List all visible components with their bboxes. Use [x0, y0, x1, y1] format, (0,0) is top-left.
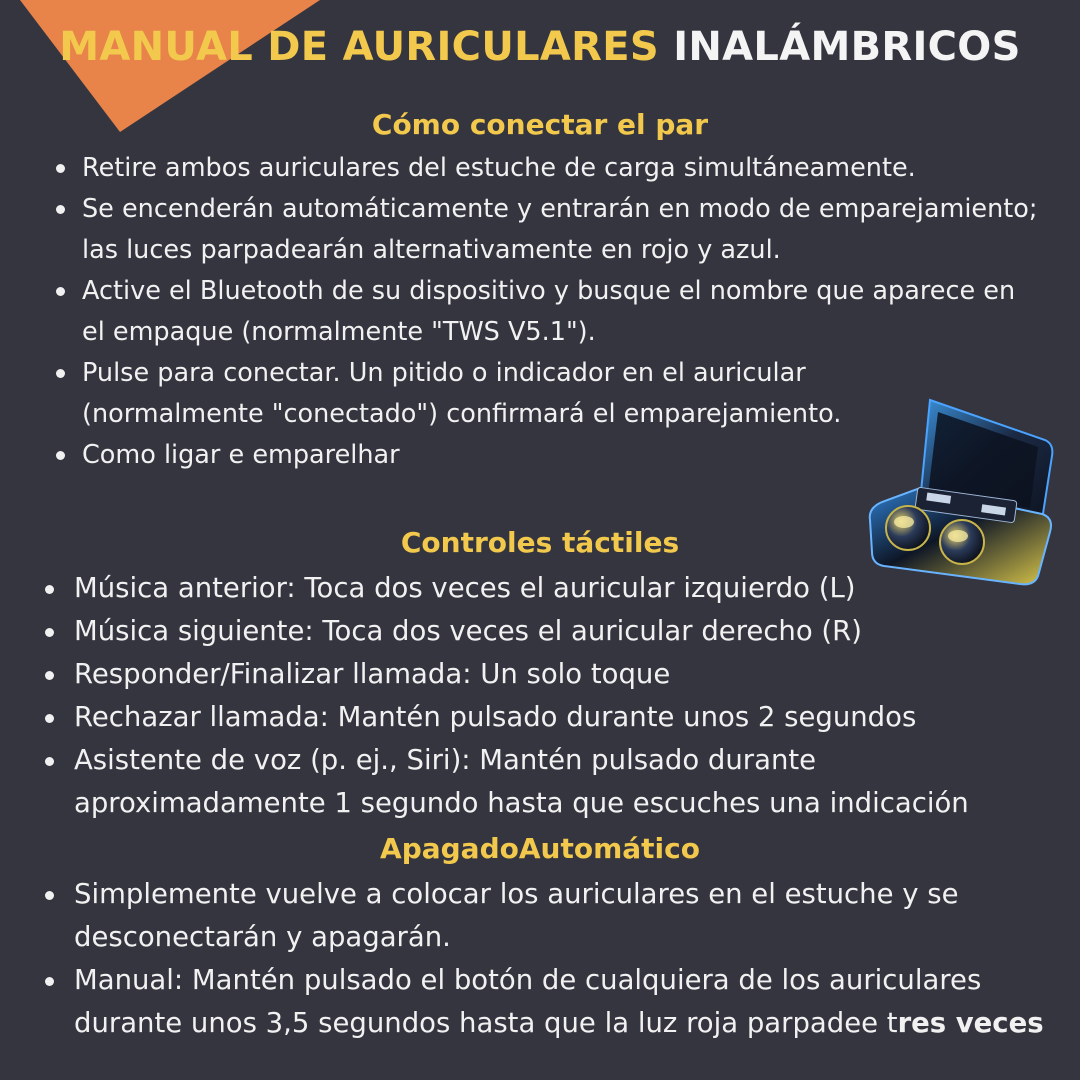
list-item: Rechazar llamada: Mantén pulsado durante unos 2 segundos — [74, 696, 1034, 739]
title-part-1: MANUAL DE AURICULARES — [59, 24, 659, 70]
manual-text-bold: res veces — [897, 1007, 1044, 1039]
section-heading-auto-off: ApagadoAutomático — [380, 832, 700, 865]
section-heading-touch-controls: Controles táctiles — [400, 526, 680, 559]
title-part-2: INALÁMBRICOS — [673, 24, 1021, 70]
list-item: Asistente de voz (p. ej., Siri): Mantén pulsado durante aproximadamente 1 segundo hasta que escuches una indicación — [74, 739, 1034, 825]
list-item: Música anterior: Toca dos veces el auricular izquierdo (L) — [74, 567, 1034, 610]
list-item: Simplemente vuelve a colocar los auriculares en el estuche y se desconectarán y apagarán. — [74, 873, 1064, 959]
auto-off-list — [74, 873, 1064, 1045]
wireless-earbuds-case-icon — [860, 390, 1060, 590]
list-item: Responder/Finalizar llamada: Un solo toque — [74, 653, 1034, 696]
manual-text: Manual: Mantén pulsado el botón de cualquiera de los auriculares durante unos 3,5 segundos hasta que la luz roja parpadee t — [74, 964, 982, 1039]
page-title — [0, 24, 1080, 70]
list-item: Active el Bluetooth de su dispositivo y busque el nombre que aparece en el empaque (normalmente "TWS V5.1"). — [82, 271, 1042, 353]
list-item: Retire ambos auriculares del estuche de carga simultáneamente. — [82, 148, 1042, 189]
list-item: Música siguiente: Toca dos veces el auricular derecho (R) — [74, 610, 1034, 653]
section-heading-pairing: Cómo conectar el par — [371, 108, 709, 141]
list-item-manual — [74, 959, 1064, 1045]
list-item: Pulse para conectar. Un pitido o indicador en el auricular (normalmente "conectado") confirmará el emparejamiento. — [82, 353, 872, 435]
list-item: Como ligar e emparelhar — [82, 435, 1042, 476]
list-item: Se encenderán automáticamente y entrarán en modo de emparejamiento; las luces parpadearán alternativamente en rojo y azul. — [82, 189, 1042, 271]
touch-controls-list — [74, 567, 1034, 825]
